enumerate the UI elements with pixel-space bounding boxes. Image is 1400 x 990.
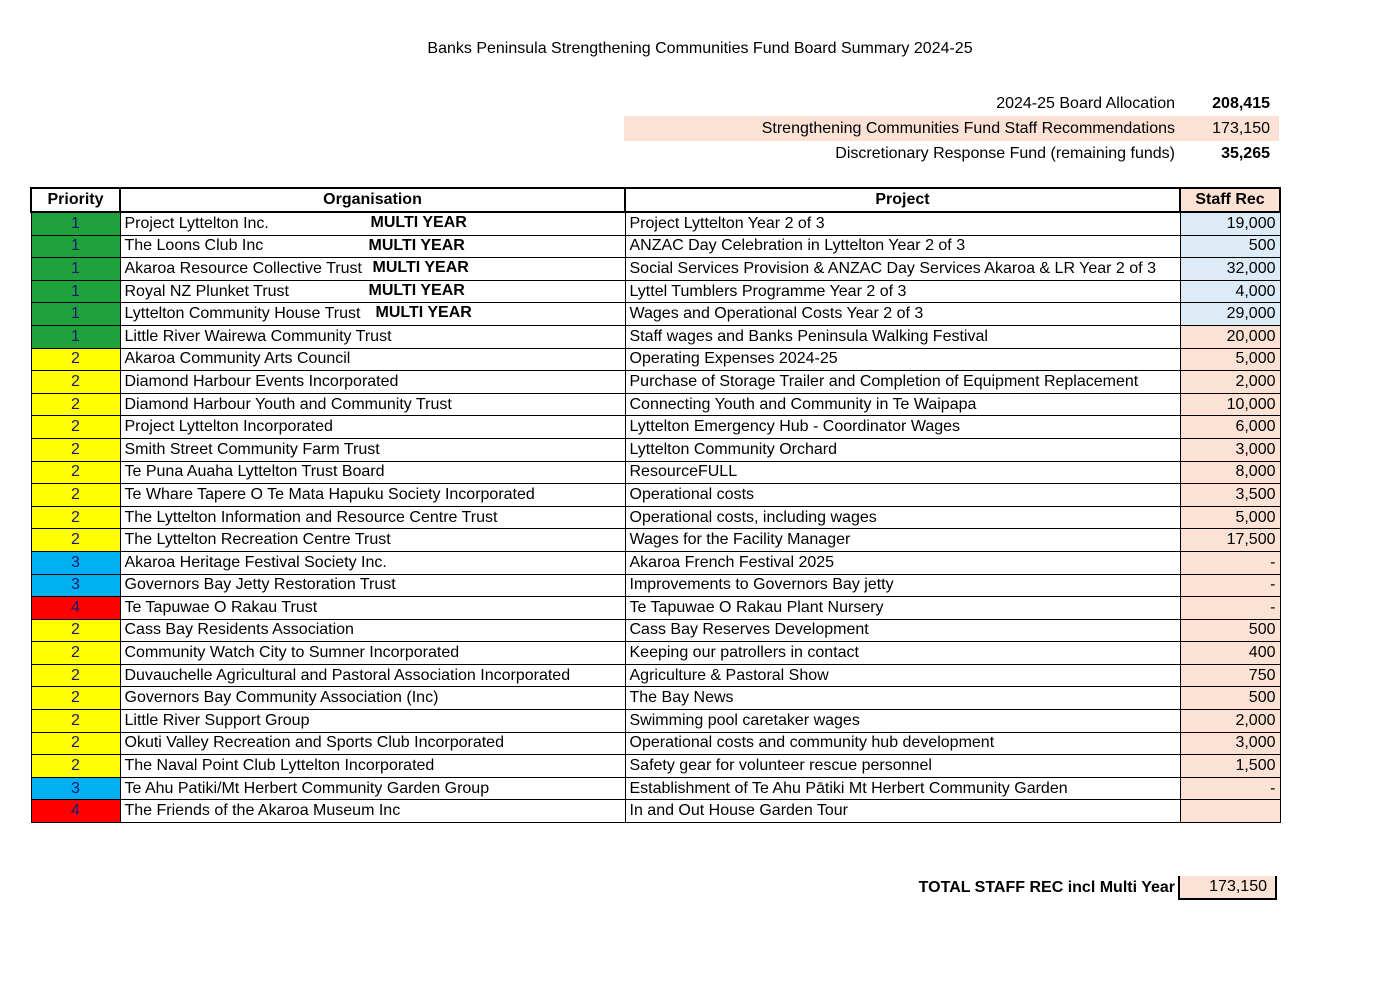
table-row: [31, 416, 1280, 439]
organisation-cell: [120, 642, 625, 665]
project-cell: The Bay News: [625, 687, 1180, 710]
organisation-name: The Lyttelton Recreation Centre Trust: [124, 531, 391, 549]
summary-label: 2024-25 Board Allocation: [996, 94, 1175, 112]
organisation-cell: [120, 551, 625, 574]
organisation-name: Community Watch City to Sumner Incorporated: [124, 644, 460, 662]
priority-cell: 2: [31, 348, 120, 371]
staff-rec-cell: 500: [1180, 235, 1280, 258]
total-label: TOTAL STAFF REC incl Multi Year: [918, 879, 1175, 896]
table-row: [31, 325, 1280, 348]
multi-year-badge: MULTI YEAR: [368, 281, 465, 299]
table-row: [31, 258, 1280, 281]
project-cell: Agriculture & Pastoral Show: [625, 664, 1180, 687]
summary-value: 35,265: [1221, 144, 1270, 162]
organisation-name: Akaroa Resource Collective Trust: [124, 259, 362, 277]
staff-rec-cell: 1,500: [1180, 755, 1280, 778]
organisation-cell: [120, 619, 625, 642]
organisation-cell: [120, 348, 625, 371]
table-row: [31, 212, 1280, 235]
priority-cell: 1: [31, 258, 120, 281]
organisation-cell: [120, 484, 625, 507]
organisation-cell: [120, 393, 625, 416]
priority-cell: 1: [31, 212, 120, 235]
table-row: [31, 574, 1280, 597]
staff-rec-cell: 400: [1180, 642, 1280, 665]
table-row: [31, 732, 1280, 755]
staff-rec-cell: 8,000: [1180, 461, 1280, 484]
header-organisation: Organisation: [120, 188, 625, 212]
project-cell: Lyttelton Emergency Hub - Coordinator Wages: [625, 416, 1180, 439]
staff-rec-cell: 2,000: [1180, 710, 1280, 733]
project-cell: Purchase of Storage Trailer and Completion of Equipment Replacement: [625, 371, 1180, 394]
organisation-name: The Naval Point Club Lyttelton Incorporated: [124, 757, 435, 775]
organisation-name: Diamond Harbour Events Incorporated: [124, 372, 399, 390]
priority-cell: 2: [31, 371, 120, 394]
staff-rec-cell: -: [1180, 574, 1280, 597]
staff-rec-cell: 3,000: [1180, 438, 1280, 461]
organisation-cell: [120, 212, 625, 235]
summary-board-allocation: [624, 91, 1279, 116]
organisation-name: Project Lyttelton Inc.: [124, 214, 269, 232]
staff-rec-cell: 5,000: [1180, 348, 1280, 371]
priority-cell: 2: [31, 529, 120, 552]
header-project: Project: [625, 188, 1180, 212]
organisation-name: Te Puna Auaha Lyttelton Trust Board: [124, 463, 385, 481]
total-row: [624, 876, 1279, 900]
project-cell: ResourceFULL: [625, 461, 1180, 484]
organisation-name: The Loons Club Inc: [124, 237, 264, 255]
table-row: [31, 755, 1280, 778]
organisation-cell: [120, 280, 625, 303]
priority-cell: 4: [31, 800, 120, 823]
table-row: [31, 348, 1280, 371]
staff-rec-cell: 2,000: [1180, 371, 1280, 394]
staff-rec-cell: 29,000: [1180, 303, 1280, 326]
staff-rec-cell: 500: [1180, 619, 1280, 642]
priority-cell: 1: [31, 235, 120, 258]
staff-rec-cell: -: [1180, 551, 1280, 574]
project-cell: Connecting Youth and Community in Te Waipapa: [625, 393, 1180, 416]
multi-year-badge: MULTI YEAR: [370, 214, 467, 231]
organisation-name: Little River Wairewa Community Trust: [124, 327, 392, 345]
organisation-name: Te Whare Tapere O Te Mata Hapuku Society Incorporated: [124, 485, 535, 503]
table-row: [31, 664, 1280, 687]
table-row: [31, 461, 1280, 484]
multi-year-badge: MULTI YEAR: [372, 259, 469, 277]
priority-cell: 3: [31, 574, 120, 597]
organisation-name: Akaroa Community Arts Council: [124, 350, 351, 368]
table-row: [31, 551, 1280, 574]
table-row: [31, 800, 1280, 823]
organisation-name: Te Ahu Patiki/Mt Herbert Community Garden Group: [124, 779, 490, 797]
project-cell: Safety gear for volunteer rescue personnel: [625, 755, 1180, 778]
staff-rec-cell: [1180, 800, 1280, 823]
project-cell: Project Lyttelton Year 2 of 3: [625, 212, 1180, 235]
project-cell: Operational costs, including wages: [625, 506, 1180, 529]
staff-rec-cell: 10,000: [1180, 393, 1280, 416]
priority-cell: 1: [31, 280, 120, 303]
page-title: Banks Peninsula Strengthening Communities Fund Board Summary 2024-25: [427, 40, 973, 57]
staff-rec-cell: -: [1180, 597, 1280, 620]
project-cell: Wages for the Facility Manager: [625, 529, 1180, 552]
organisation-cell: [120, 303, 625, 326]
table-header-row: [31, 188, 1280, 212]
priority-cell: 2: [31, 393, 120, 416]
organisation-name: Smith Street Community Farm Trust: [124, 440, 380, 458]
staff-rec-cell: 500: [1180, 687, 1280, 710]
organisation-name: Governors Bay Jetty Restoration Trust: [124, 576, 396, 594]
multi-year-badge: MULTI YEAR: [375, 304, 472, 322]
priority-cell: 2: [31, 710, 120, 733]
table-row: [31, 484, 1280, 507]
organisation-name: Duvauchelle Agricultural and Pastoral Association Incorporated: [124, 666, 571, 684]
organisation-name: Cass Bay Residents Association: [124, 621, 354, 639]
summary-label: Discretionary Response Fund (remaining funds): [835, 144, 1175, 162]
organisation-cell: [120, 325, 625, 348]
priority-cell: 2: [31, 484, 120, 507]
organisation-cell: [120, 777, 625, 800]
priority-cell: 2: [31, 461, 120, 484]
summary-discretionary-fund: [624, 141, 1279, 166]
organisation-cell: [120, 710, 625, 733]
staff-rec-cell: -: [1180, 777, 1280, 800]
table-row: [31, 619, 1280, 642]
project-cell: Staff wages and Banks Peninsula Walking Festival: [625, 325, 1180, 348]
table-row: [31, 280, 1280, 303]
organisation-name: The Lyttelton Information and Resource Centre Trust: [124, 508, 498, 526]
priority-cell: 2: [31, 664, 120, 687]
staff-rec-cell: 20,000: [1180, 325, 1280, 348]
project-cell: In and Out House Garden Tour: [625, 800, 1180, 823]
staff-rec-cell: 4,000: [1180, 280, 1280, 303]
organisation-cell: [120, 597, 625, 620]
organisation-name: Royal NZ Plunket Trust: [124, 282, 289, 300]
project-cell: Operating Expenses 2024-25: [625, 348, 1180, 371]
table-row: [31, 235, 1280, 258]
organisation-cell: [120, 664, 625, 687]
project-cell: Social Services Provision & ANZAC Day Services Akaroa & LR Year 2 of 3: [625, 258, 1180, 281]
priority-cell: 2: [31, 506, 120, 529]
table-row: [31, 777, 1280, 800]
organisation-cell: [120, 800, 625, 823]
staff-rec-cell: 32,000: [1180, 258, 1280, 281]
organisation-name: Te Tapuwae O Rakau Trust: [124, 598, 318, 616]
organisation-name: Diamond Harbour Youth and Community Trust: [124, 395, 452, 413]
multi-year-badge: MULTI YEAR: [368, 236, 465, 254]
funding-table: [30, 187, 1281, 823]
organisation-name: The Friends of the Akaroa Museum Inc: [124, 802, 401, 820]
organisation-cell: [120, 529, 625, 552]
staff-rec-cell: 6,000: [1180, 416, 1280, 439]
organisation-cell: [120, 506, 625, 529]
organisation-name: Little River Support Group: [124, 711, 310, 729]
table-row: [31, 393, 1280, 416]
project-cell: Swimming pool caretaker wages: [625, 710, 1180, 733]
project-cell: Improvements to Governors Bay jetty: [625, 574, 1180, 597]
header-staff-rec: Staff Rec: [1180, 188, 1280, 212]
table-row: [31, 597, 1280, 620]
project-cell: Cass Bay Reserves Development: [625, 619, 1180, 642]
priority-cell: 4: [31, 597, 120, 620]
header-priority: Priority: [31, 188, 120, 212]
allocation-summary: [624, 91, 1279, 166]
summary-staff-recommendations: [624, 116, 1279, 141]
total-value: 173,150: [1178, 876, 1277, 900]
project-cell: Wages and Operational Costs Year 2 of 3: [625, 303, 1180, 326]
summary-value: 173,150: [1212, 119, 1270, 137]
table-row: [31, 506, 1280, 529]
organisation-name: Governors Bay Community Association (Inc): [124, 689, 439, 707]
project-cell: Lyttel Tumblers Programme Year 2 of 3: [625, 280, 1180, 303]
table-row: [31, 438, 1280, 461]
organisation-cell: [120, 416, 625, 439]
staff-rec-cell: 17,500: [1180, 529, 1280, 552]
staff-rec-cell: 19,000: [1180, 212, 1280, 235]
summary-label: Strengthening Communities Fund Staff Recommendations: [761, 119, 1175, 137]
priority-cell: 2: [31, 438, 120, 461]
priority-cell: 2: [31, 755, 120, 778]
organisation-cell: [120, 371, 625, 394]
priority-cell: 2: [31, 642, 120, 665]
project-cell: Lyttelton Community Orchard: [625, 438, 1180, 461]
organisation-name: Lyttelton Community House Trust: [124, 305, 361, 323]
summary-value: 208,415: [1212, 94, 1270, 112]
project-cell: Establishment of Te Ahu Pātiki Mt Herbert Community Garden: [625, 777, 1180, 800]
organisation-cell: [120, 235, 625, 258]
staff-rec-cell: 3,500: [1180, 484, 1280, 507]
table-row: [31, 687, 1280, 710]
organisation-cell: [120, 461, 625, 484]
table-row: [31, 710, 1280, 733]
organisation-cell: [120, 438, 625, 461]
staff-rec-cell: 5,000: [1180, 506, 1280, 529]
project-cell: ANZAC Day Celebration in Lyttelton Year 2 of 3: [625, 235, 1180, 258]
table-row: [31, 371, 1280, 394]
organisation-cell: [120, 574, 625, 597]
project-cell: Te Tapuwae O Rakau Plant Nursery: [625, 597, 1180, 620]
priority-cell: 1: [31, 303, 120, 326]
priority-cell: 3: [31, 777, 120, 800]
project-cell: Akaroa French Festival 2025: [625, 551, 1180, 574]
organisation-cell: [120, 687, 625, 710]
priority-cell: 3: [31, 551, 120, 574]
priority-cell: 2: [31, 732, 120, 755]
staff-rec-cell: 750: [1180, 664, 1280, 687]
priority-cell: 2: [31, 416, 120, 439]
table-row: [31, 642, 1280, 665]
organisation-name: Okuti Valley Recreation and Sports Club Incorporated: [124, 734, 504, 752]
priority-cell: 1: [31, 325, 120, 348]
organisation-name: Akaroa Heritage Festival Society Inc.: [124, 553, 387, 571]
organisation-cell: [120, 732, 625, 755]
priority-cell: 2: [31, 687, 120, 710]
project-cell: Operational costs: [625, 484, 1180, 507]
organisation-cell: [120, 258, 625, 281]
table-row: [31, 529, 1280, 552]
organisation-name: Project Lyttelton Incorporated: [124, 418, 333, 436]
organisation-cell: [120, 755, 625, 778]
staff-rec-cell: 3,000: [1180, 732, 1280, 755]
table-row: [31, 303, 1280, 326]
project-cell: Keeping our patrollers in contact: [625, 642, 1180, 665]
project-cell: Operational costs and community hub development: [625, 732, 1180, 755]
priority-cell: 2: [31, 619, 120, 642]
